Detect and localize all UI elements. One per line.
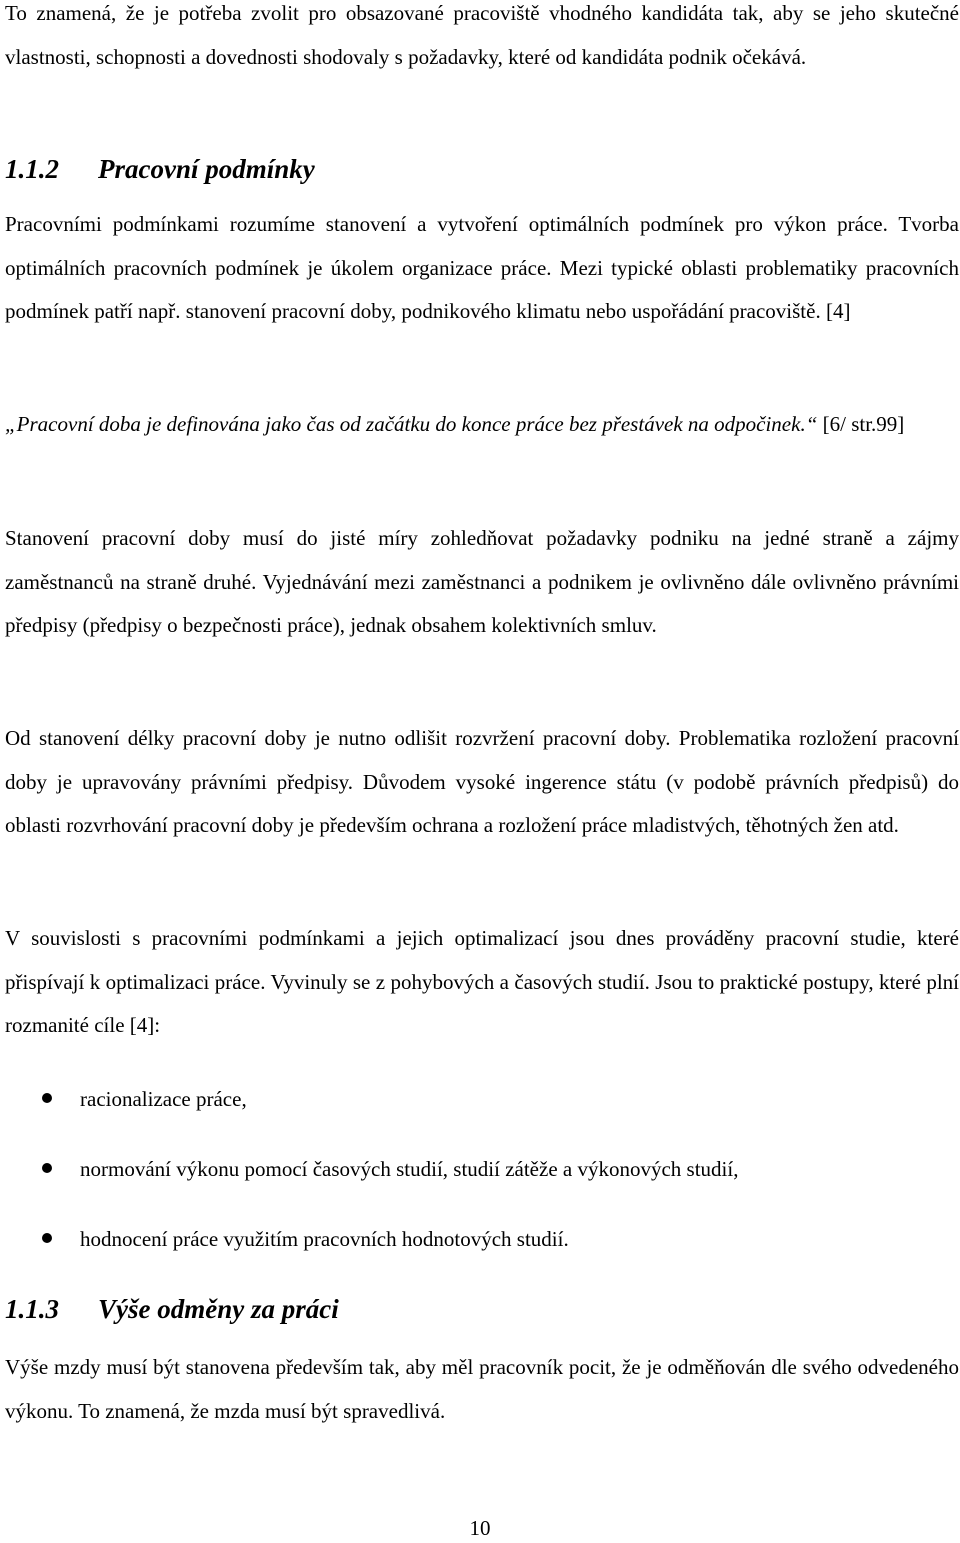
working-time-paragraph-block [5, 517, 959, 648]
list-item [5, 1151, 959, 1221]
wage-paragraph: Výše mzdy musí být stanovena především tak, aby měl pracovník pocit, že je odměňován dle svého odvedeného výkonu. To znamená, že mzda musí být spravedlivá. [5, 1355, 959, 1423]
quote-citation: [6/ str.99] [817, 412, 905, 436]
working-conditions-paragraph: Pracovními podmínkami rozumíme stanovení a vytvoření optimálních podmínek pro výkon práce. Tvorba optimálních pracovních podmínek je úkolem organizace práce. Mezi typické oblasti problematiky pracovních podmínek patří např. stanovení pracovní doby, podnikového klimatu nebo uspořádání pracoviště. [4] [5, 212, 959, 323]
section-heading-1-1-3 [5, 1291, 339, 1327]
bullet-icon [42, 1163, 52, 1173]
list-item-text: racionalizace práce, [80, 1087, 247, 1111]
section-title: Výše odměny za práci [98, 1294, 339, 1324]
intro-paragraph-block [5, 0, 959, 79]
quote-block [5, 403, 959, 447]
intro-paragraph: To znamená, že je potřeba zvolit pro obsazované pracoviště vhodného kandidáta tak, aby se jeho skutečné vlastnosti, schopnosti a dovednosti shodovaly s požadavky, které od kandidáta podnik očekává. [5, 1, 959, 69]
page-number: 10 [469, 1516, 491, 1540]
work-studies-paragraph: V souvislosti s pracovními podmínkami a jejich optimalizací jsou dnes prováděny pracovní studie, které přispívají k optimalizaci práce. Vyvinuly se z pohybových a časových studií. Jsou to praktické postupy, které plní rozmanité cíle [4]: [5, 926, 959, 1037]
working-time-paragraph: Stanovení pracovní doby musí do jisté míry zohledňovat požadavky podniku na jedné straně a zájmy zaměstnanců na straně druhé. Vyjednávání mezi zaměstnanci a podnikem je ovlivněno dále ovlivněno právními předpisy (předpisy o bezpečnosti práce), jednak obsahem kolektivních smluv. [5, 526, 959, 637]
bullet-icon [42, 1093, 52, 1103]
bullet-icon [42, 1233, 52, 1243]
list-item-text: hodnocení práce využitím pracovních hodnotových studií. [80, 1227, 569, 1251]
working-time-quote [5, 403, 959, 447]
section-number: 1.1.2 [5, 154, 59, 184]
list-item [5, 1081, 959, 1151]
work-studies-goals-list [5, 1081, 959, 1291]
working-conditions-paragraph-block [5, 203, 959, 334]
list-item [5, 1221, 959, 1291]
section-heading-1-1-2 [5, 151, 315, 187]
work-studies-paragraph-block [5, 917, 959, 1048]
section-title: Pracovní podmínky [98, 154, 315, 184]
wage-paragraph-block [5, 1346, 959, 1433]
working-time-distribution-paragraph: Od stanovení délky pracovní doby je nutno odlišit rozvržení pracovní doby. Problematika rozložení pracovní doby je upravovány právními předpisy. Důvodem vysoké ingerence státu (v podobě právních předpisů) do oblasti rozvrhování pracovní doby je především ochrana a rozložení práce mladistvých, těhotných žen atd. [5, 726, 959, 837]
working-time-distribution-paragraph-block [5, 717, 959, 848]
quote-text: „Pracovní doba je definována jako čas od začátku do konce práce bez přestávek na odpočinek.“ [5, 412, 818, 436]
list-item-text: normování výkonu pomocí časových studií, studií zátěže a výkonových studií, [80, 1157, 739, 1181]
section-number: 1.1.3 [5, 1294, 59, 1324]
